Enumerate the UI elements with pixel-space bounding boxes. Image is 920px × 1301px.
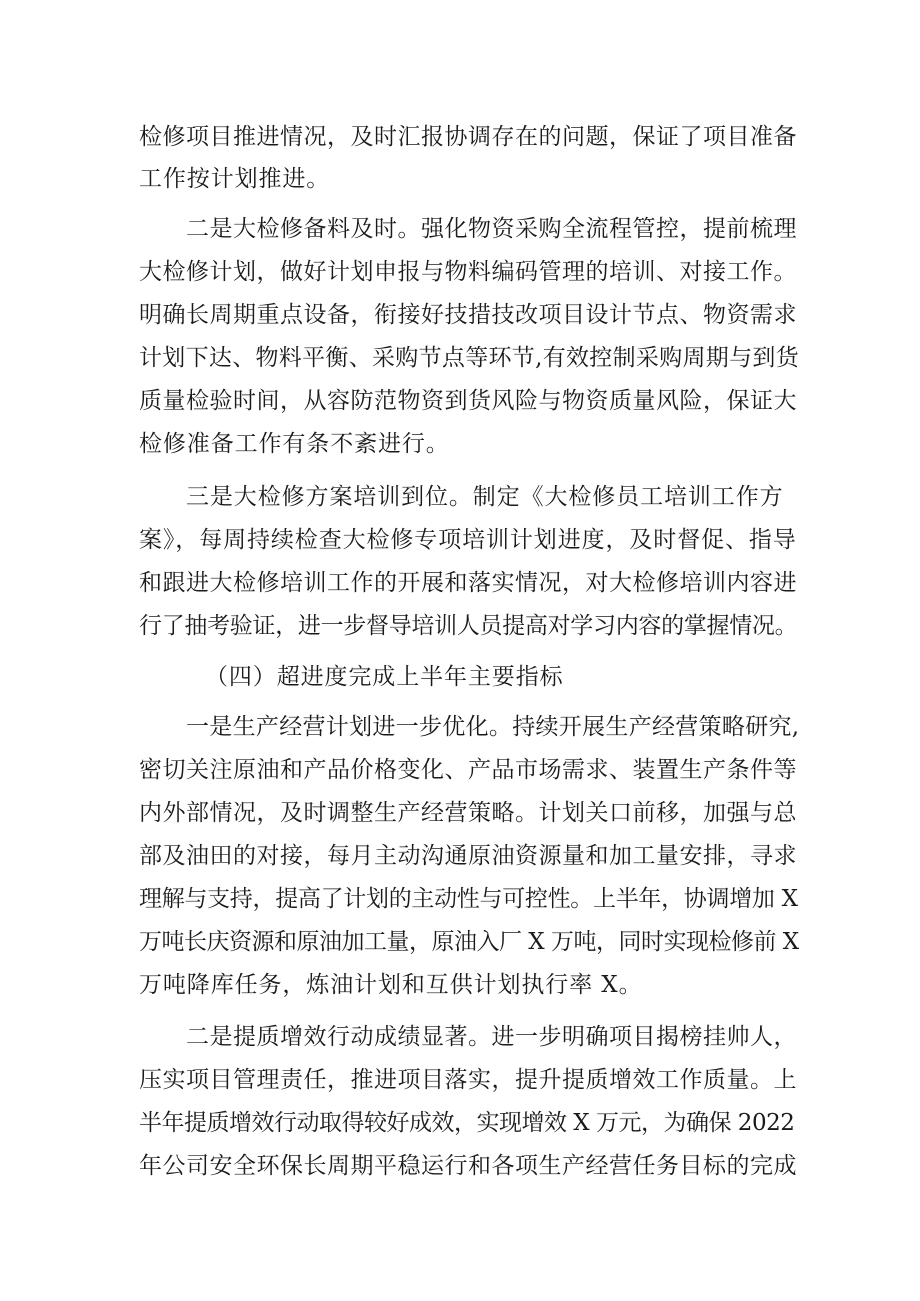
text-line: 年公司安全环保长周期平稳运行和各项生产经营任务目标的完成: [139, 1153, 797, 1179]
text-line: 万吨长庆资源和原油加工量，原油入厂 X 万吨，同时实现检修前 X: [139, 929, 799, 955]
paragraph-start: 二是提质增效行动成绩显著。进一步明确项目揭榜挂帅人，: [186, 1024, 797, 1050]
text-line: 半年提质增效行动取得较好成效，实现增效 X 万元，为确保 2022: [139, 1110, 795, 1136]
text-line: 计划下达、物料平衡、采购节点等环节,有效控制采购周期与到货: [139, 345, 800, 371]
text-line: 明确长周期重点设备，衔接好技措技改项目设计节点、物资需求: [139, 302, 797, 328]
text-line: 密切关注原油和产品价格变化、产品市场需求、装置生产条件等: [139, 757, 797, 783]
paragraph-start: 一是生产经营计划进一步优化。持续开展生产经营策略研究,: [186, 714, 800, 740]
text-line: 内外部情况，及时调整生产经营策略。计划关口前移，加强与总: [139, 800, 797, 826]
text-line: 大检修计划，做好计划申报与物料编码管理的培训、对接工作。: [139, 259, 797, 285]
text-line: 检修准备工作有条不紊进行。: [139, 431, 450, 457]
text-line: 压实项目管理责任，推进项目落实，提升提质增效工作质量。上: [139, 1067, 797, 1093]
text-line: 案》，每周持续检查大检修专项培训计划进度，及时督促、指导: [139, 527, 797, 553]
text-line: 行了抽考验证，进一步督导培训人员提高对学习内容的掌握情况。: [139, 613, 798, 639]
text-line: 部及油田的对接，每月主动沟通原油资源量和加工量安排，寻求: [139, 843, 797, 869]
text-line: 和跟进大检修培训工作的开展和落实情况，对大检修培训内容进: [139, 570, 797, 596]
paragraph-start: 二是大检修备料及时。强化物资采购全流程管控，提前梳理: [186, 216, 797, 242]
section-heading: （四）超进度完成上半年主要指标: [205, 664, 564, 690]
text-line: 质量检验时间，从容防范物资到货风险与物资质量风险，保证大: [139, 388, 797, 414]
text-line: 检修项目推进情况，及时汇报协调存在的问题，保证了项目准备: [139, 124, 797, 150]
paragraph-start: 三是大检修方案培训到位。制定《大检修员工培训工作方: [186, 484, 784, 510]
text-line: 万吨降库任务，炼油计划和互供计划执行率 X。: [139, 972, 643, 998]
text-line: 理解与支持，提高了计划的主动性与可控性。上半年，协调增加 X: [139, 886, 798, 912]
text-line: 工作按计划推进。: [139, 166, 331, 192]
